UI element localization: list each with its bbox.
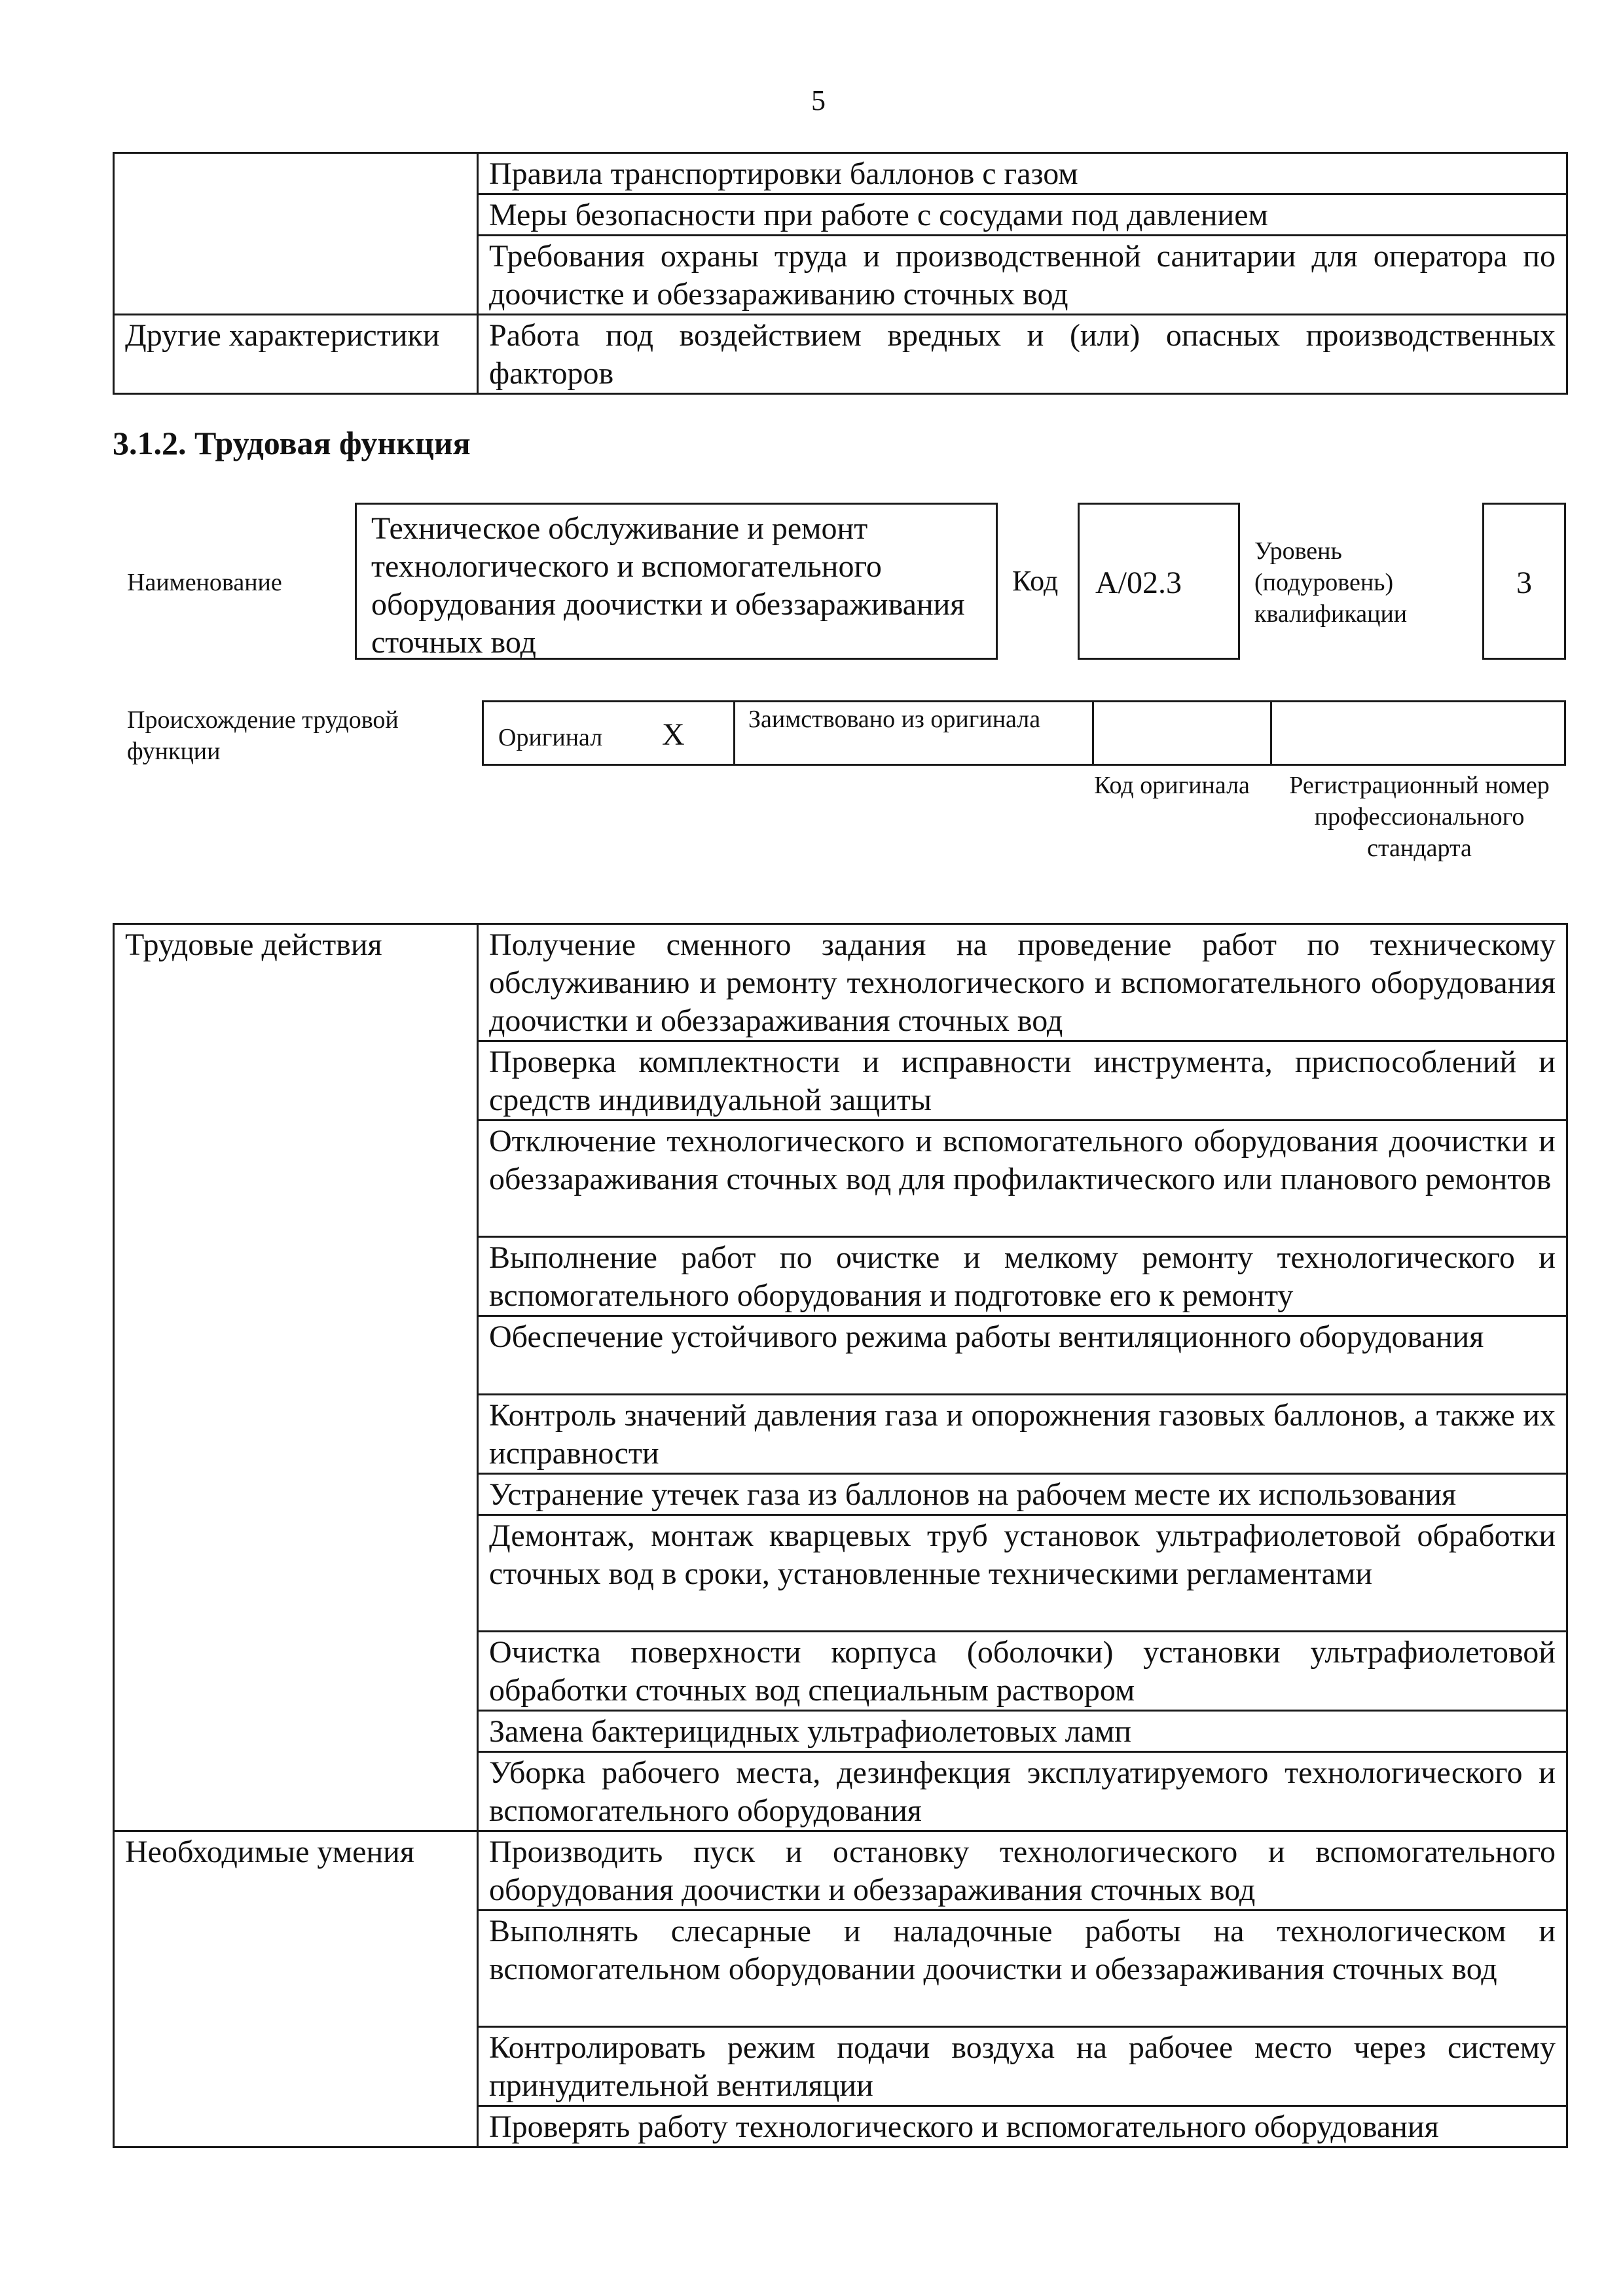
origin-original-cell (484, 702, 735, 764)
table-cell: Производить пуск и остановку технологического и вспомогательного оборудования доочистки и обеззараживания сточных вод (478, 1831, 1567, 1910)
function-name: Техническое обслуживание и ремонт технологического и вспомогательного оборудования доочистки и обеззараживания сточных вод (371, 511, 965, 660)
original-label: Оригинал (498, 724, 603, 751)
table-cell: Уборка рабочего места, дезинфекция эксплуатируемого технологического и вспомогательного оборудования (478, 1752, 1567, 1831)
section-heading: 3.1.2. Трудовая функция (113, 425, 471, 461)
table-cell: Демонтаж, монтаж кварцевых труб установок ультрафиолетовой обработки сточных вод в сроки, установленные техническими регламентами (478, 1515, 1567, 1632)
function-name-box (355, 503, 998, 660)
table-row-label: Необходимые умения (114, 1831, 478, 2147)
table-cell: Требования охраны труда и производственной санитарии для оператора по доочистке и обеззараживанию сточных вод (478, 236, 1567, 315)
level-label: Уровень (подуровень) квалификации (1254, 537, 1408, 628)
table-cell: Замена бактерицидных ультрафиолетовых ламп (478, 1711, 1567, 1752)
borrowed-label: Заимствовано из оригинала (748, 706, 1041, 733)
table-cell: Очистка поверхности корпуса (оболочки) установки ультрафиолетовой обработки сточных вод специальным раствором (478, 1632, 1567, 1711)
level-value: 3 (1516, 565, 1532, 600)
origin-reg-number-cell (1272, 702, 1568, 764)
table-cell: Отключение технологического и вспомогательного оборудования доочистки и обеззараживания сточных вод для профилактического или планового ремонтов (478, 1121, 1567, 1237)
table-cell: Выполнение работ по очистке и мелкому ремонту технологического и вспомогательного оборудования и подготовке его к ремонту (478, 1237, 1567, 1316)
table-row-label: Трудовые действия (114, 924, 478, 1831)
origin-code-cell (1094, 702, 1272, 764)
registration-number-caption: Регистрационный номер профессионального стандарта (1289, 772, 1550, 862)
table-cell: Правила транспортировки баллонов с газом (478, 153, 1567, 194)
table-cell: Получение сменного задания на проведение работ по техническому обслуживанию и ремонту технологического и вспомогательного оборудования доочистки и обеззараживания сточных вод (478, 924, 1567, 1041)
origin-borrowed-cell (735, 702, 1094, 764)
function-code: А/02.3 (1095, 565, 1182, 600)
level-box (1482, 503, 1566, 660)
requirements-table-continued (113, 152, 1568, 395)
table-cell: Обеспечение устойчивого режима работы вентиляционного оборудования (478, 1316, 1567, 1395)
table-cell: Устранение утечек газа из баллонов на рабочем месте их использования (478, 1474, 1567, 1515)
original-mark: Х (662, 717, 685, 752)
table-cell: Контролировать режим подачи воздуха на рабочее место через систему принудительной вентиляции (478, 2027, 1567, 2106)
table-row-label: Другие характеристики (114, 315, 478, 394)
name-label: Наименование (127, 569, 282, 596)
origin-row (482, 700, 1566, 766)
table-cell: Контроль значений давления газа и опорожнения газовых баллонов, а также их исправности (478, 1395, 1567, 1474)
table-cell: Проверять работу технологического и вспомогательного оборудования (478, 2106, 1567, 2147)
table-row-label (114, 153, 478, 315)
table-cell: Меры безопасности при работе с сосудами под давлением (478, 194, 1567, 236)
table-cell: Проверка комплектности и исправности инструмента, приспособлений и средств индивидуальной защиты (478, 1041, 1567, 1121)
labor-function-table (113, 923, 1568, 2148)
code-label: Код (1012, 565, 1059, 597)
function-code-box (1078, 503, 1240, 660)
table-cell: Выполнять слесарные и наладочные работы на технологическом и вспомогательном оборудовании доочистки и обеззараживания сточных вод (478, 1910, 1567, 2027)
code-original-caption: Код оригинала (1094, 772, 1250, 799)
page-number: 5 (811, 84, 826, 117)
table-cell: Работа под воздействием вредных и (или) опасных производственных факторов (478, 315, 1567, 394)
origin-label: Происхождение трудовой функции (127, 706, 399, 765)
